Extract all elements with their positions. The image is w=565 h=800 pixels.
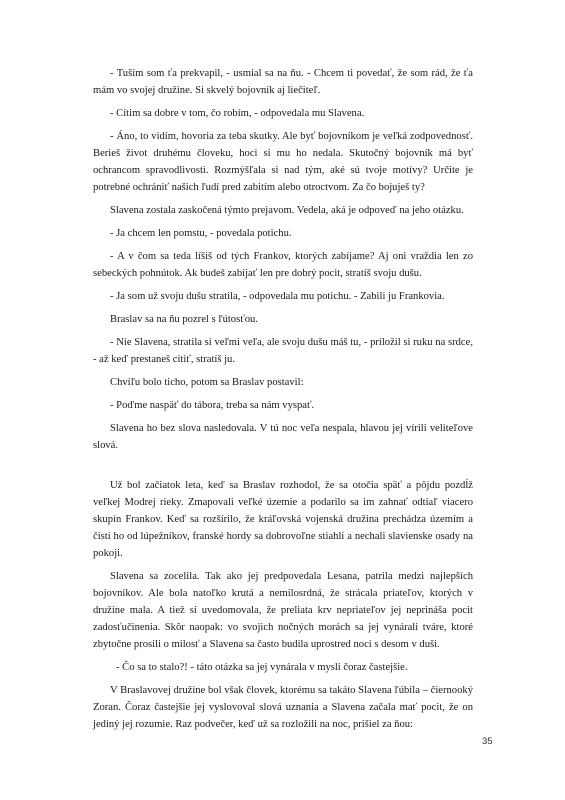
paragraph: - Čo sa to stalo?! - táto otázka sa jej vynárala v mysli čoraz častejšie. [116, 662, 408, 673]
paragraph: Braslav sa na ňu pozrel s ľútosťou. [110, 314, 258, 325]
paragraph: - A v čom sa teda líšiš od tých Frankov, ktorých zabíjame? Aj oni vraždia len zo sebeckých pohnútok. Ak budeš zabíjať len pre dobrý pocit, stratíš svoju dušu. [93, 251, 473, 279]
page-number: 35 [482, 736, 493, 747]
page-body-text [93, 65, 473, 739]
paragraph: Slavena sa zocelila. Tak ako jej predpovedala Lesana, patrila medzi najlepších bojovníkov. Ale bola natoľko krutá a nemilosrdná, že strácala priateľov, ktorých v družine mala. A tiež si uvedomovala, že preliata krv nepriateľov jej neprináša pocit zadosťučinenia. Skôr naopak: vo svojich nočných morách sa jej vynárali tváre, ktoré zbytočne prosili o milosť a Slavena sa často budila uprostred noci s desom v duši. [93, 571, 473, 650]
paragraph: - Ja chcem len pomstu, - povedala potichu. [110, 228, 292, 239]
paragraph: - Ja som už svoju dušu stratila, - odpovedala mu potichu. - Zabili ju Frankovia. [110, 291, 445, 302]
paragraph: - Tuším som ťa prekvapil, - usmial sa na ňu. - Chcem ti povedať, že som rád, že ťa mám vo svojej družine. Si skvelý bojovník aj liečiteľ. [93, 68, 473, 96]
paragraph: - Áno, to vidím, hovoria za teba skutky. Ale byť bojovníkom je veľká zodpovednosť. Berieš život druhému človeku, hoci si mu ho nedala. Skutočný bojovník má byť ochrancom spravodlivosti. Rozmýšľala si nad tým, aké sú tvoje motívy? Určite je potrebné ochrániť našich ľudí pred zabitím alebo otroctvom. Za čo bojuješ ty? [93, 131, 473, 193]
paragraph: Už bol začiatok leta, keď sa Braslav rozhodol, že sa otočia späť a pôjdu pozdĺž veľkej Modrej rieky. Zmapovali veľké územie a podarilo sa im zahnať odtiaľ viacero skupín Frankov. Keď sa rozšírilo, že kráľovská vojenská družina prechádza územím a čistí ho od lúpežníkov, franské hordy sa dobrovoľne stiahli a nechali slavienske osady na pokoji. [93, 480, 473, 559]
paragraph: Slavena zostala zaskočená týmto prejavom. Vedela, aká je odpoveď na jeho otázku. [110, 205, 464, 216]
paragraph: Slavena ho bez slova nasledovala. V tú noc veľa nespala, hlavou jej vírili veliteľove slová. [93, 423, 473, 451]
paragraph: - Nie Slavena, stratila si veľmi veľa, ale svoju dušu máš tu, - priložil si ruku na srdce, - až keď prestaneš cítiť, stratíš ju. [93, 337, 473, 365]
paragraph: V Braslavovej družine bol však človek, ktorému sa takáto Slavena ľúbila – čiernooký Zoran. Čoraz častejšie jej vyslovoval slová uznania a Slavena začala mať pocit, že on jediný jej rozumie. Raz podvečer, keď už sa rozložili na noc, prišiel za ňou: [93, 685, 473, 730]
paragraph: - Cítim sa dobre v tom, čo robím, - odpovedala mu Slavena. [110, 108, 365, 119]
paragraph: Chvíľu bolo ticho, potom sa Braslav postavil: [110, 377, 304, 388]
paragraph: - Poďme naspäť do tábora, treba sa nám vyspať. [110, 400, 315, 411]
